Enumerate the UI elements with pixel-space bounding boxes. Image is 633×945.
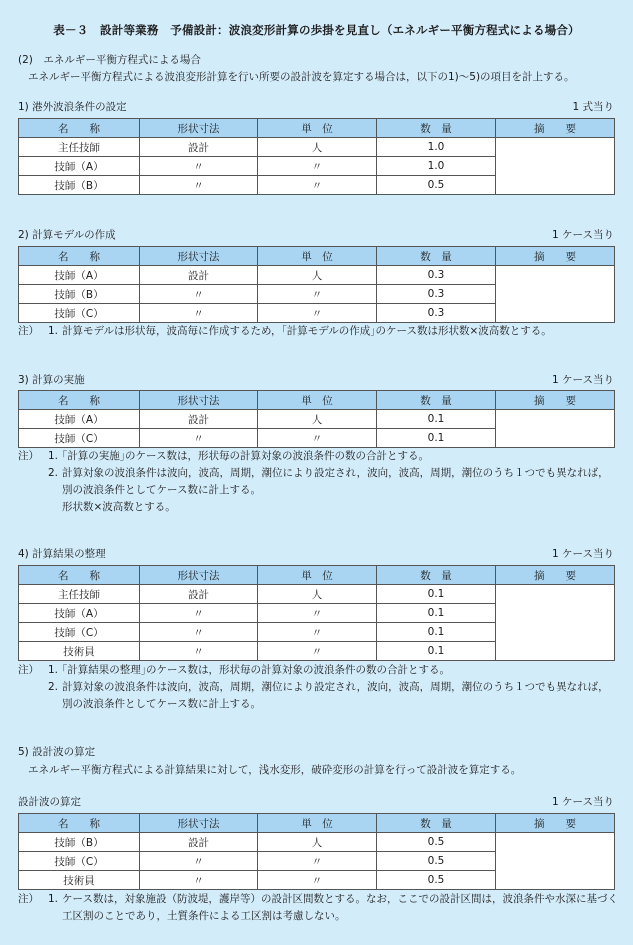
table-header-row	[19, 247, 615, 266]
cell-name: 技師（C）	[19, 852, 140, 871]
cell-name: 技師（C）	[19, 304, 140, 323]
section-heading: 5) 設計波の算定	[18, 746, 96, 758]
cell-unit: 〃	[258, 623, 377, 642]
col-header-shape: 形状寸法	[140, 247, 258, 266]
col-header-shape: 形状寸法	[140, 119, 258, 138]
cell-unit: 人	[258, 410, 377, 429]
table-row	[19, 410, 615, 429]
intro-body: エネルギー平衡方程式による波浪変形計算を行い所要の設計波を算定する場合は，以下の1)～5)の項目を計上する。	[28, 71, 575, 83]
cell-quantity: 0.1	[377, 410, 496, 429]
col-header-shape: 形状寸法	[140, 814, 258, 833]
cell-shape: 〃	[140, 304, 258, 323]
section-5-text: エネルギー平衡方程式による計算結果に対して，浅水変形，破砕変形の計算を行って設計波を算定する。	[28, 764, 522, 776]
table-header-row	[19, 566, 615, 585]
col-header-remarks: 摘 要	[496, 814, 615, 833]
table-row	[19, 266, 615, 285]
note: 注） 1. ケース数は，対象施設（防波堤，護岸等）の設計区間数とする。なお，ここでの設計区間は，波浪条件や水深に基づく工区割のことであり，土質条件による工区割は考慮しない。	[18, 893, 618, 922]
cell-name: 主任技師	[19, 585, 140, 604]
section-3-table	[18, 390, 615, 448]
col-header-quantity: 数 量	[377, 814, 496, 833]
table-row	[19, 138, 615, 157]
table-header-row	[19, 119, 615, 138]
section-2-header	[18, 227, 614, 242]
section-heading: 3) 計算の実施	[18, 374, 85, 386]
cell-shape: 設計	[140, 585, 258, 604]
cell-unit: 人	[258, 585, 377, 604]
cell-unit: 〃	[258, 604, 377, 623]
col-header-quantity: 数 量	[377, 566, 496, 585]
col-header-unit: 単 位	[258, 247, 377, 266]
section-1-header	[18, 99, 614, 114]
cell-shape: 〃	[140, 157, 258, 176]
cell-unit: 人	[258, 266, 377, 285]
table-row	[19, 833, 615, 852]
cell-name: 技師（A）	[19, 604, 140, 623]
cell-quantity: 0.1	[377, 429, 496, 448]
cell-remarks	[496, 585, 615, 661]
cell-quantity: 0.5	[377, 833, 496, 852]
cell-quantity: 0.1	[377, 642, 496, 661]
cell-unit: 〃	[258, 871, 377, 890]
cell-shape: 〃	[140, 623, 258, 642]
col-header-remarks: 摘 要	[496, 247, 615, 266]
cell-remarks	[496, 138, 615, 195]
col-header-shape: 形状寸法	[140, 566, 258, 585]
section-heading: 1) 港外波浪条件の設定	[18, 101, 127, 113]
cell-quantity: 0.1	[377, 623, 496, 642]
col-header-name: 名 称	[19, 391, 140, 410]
section-5-notes	[18, 891, 618, 925]
section-3-header	[18, 372, 614, 387]
section-unit: 1 ケース当り	[552, 374, 614, 386]
cell-quantity: 0.5	[377, 871, 496, 890]
cell-unit: 〃	[258, 176, 377, 195]
section-3-notes	[18, 448, 618, 516]
section-2-notes	[18, 323, 618, 340]
cell-shape: 〃	[140, 604, 258, 623]
section-4-table	[18, 565, 615, 661]
col-header-name: 名 称	[19, 119, 140, 138]
col-header-unit: 単 位	[258, 391, 377, 410]
col-header-name: 名 称	[19, 247, 140, 266]
section-unit: 1 ケース当り	[552, 229, 614, 241]
note: 注） 1. ｢計算の実施｣のケース数は，形状毎の計算対象の波浪条件の数の合計とする。	[18, 450, 429, 462]
note: 注） 1. 計算モデルは形状毎，波高毎に作成するため，｢計算モデルの作成｣のケース数は形状数×波高数とする。	[18, 325, 552, 337]
note: 2. 計算対象の波浪条件は波向，波高，周期，潮位により設定され，波向，波高，周期，潮位のうち１つでも異なれば，別の波浪条件としてケース数に計上する。	[47, 467, 609, 496]
cell-name: 技師（A）	[19, 266, 140, 285]
cell-unit: 人	[258, 138, 377, 157]
cell-remarks	[496, 833, 615, 890]
cell-shape: 〃	[140, 285, 258, 304]
cell-quantity: 0.5	[377, 176, 496, 195]
cell-name: 技師（C）	[19, 623, 140, 642]
cell-quantity: 0.1	[377, 585, 496, 604]
cell-remarks	[496, 410, 615, 448]
col-header-remarks: 摘 要	[496, 119, 615, 138]
cell-shape: 〃	[140, 429, 258, 448]
note: 注） 1. ｢計算結果の整理｣のケース数は，形状毎の計算対象の波浪条件の数の合計とする。	[18, 664, 450, 676]
cell-shape: 〃	[140, 642, 258, 661]
col-header-unit: 単 位	[258, 119, 377, 138]
cell-name: 技師（C）	[19, 429, 140, 448]
section-unit: 1 ケース当り	[552, 548, 614, 560]
col-header-quantity: 数 量	[377, 391, 496, 410]
section-2-table	[18, 246, 615, 323]
cell-name: 技術員	[19, 642, 140, 661]
col-header-remarks: 摘 要	[496, 391, 615, 410]
document-title: 表－３ 設計等業務 予備設計：波浪変形計算の歩掛を見直し（エネルギー平衡方程式による場合）	[53, 23, 580, 37]
cell-unit: 〃	[258, 157, 377, 176]
cell-quantity: 1.0	[377, 157, 496, 176]
cell-unit: 〃	[258, 285, 377, 304]
cell-name: 技師（A）	[19, 410, 140, 429]
intro-heading: (2) エネルギー平衡方程式による場合	[18, 54, 201, 66]
note: 2. 計算対象の波浪条件は波向，波高，周期，潮位により設定され，波向，波高，周期，潮位のうち１つでも異なれば，別の波浪条件としてケース数に計上する。	[47, 681, 609, 710]
section-unit: 1 ケース当り	[552, 796, 614, 808]
section-1-table	[18, 118, 615, 195]
cell-name: 技師（A）	[19, 157, 140, 176]
section-unit: 1 式当り	[572, 101, 614, 113]
cell-name: 主任技師	[19, 138, 140, 157]
cell-name: 技師（B）	[19, 176, 140, 195]
cell-shape: 設計	[140, 266, 258, 285]
col-header-shape: 形状寸法	[140, 391, 258, 410]
cell-shape: 設計	[140, 138, 258, 157]
section-4-header	[18, 546, 614, 561]
cell-unit: 〃	[258, 304, 377, 323]
section-5-header	[18, 744, 614, 759]
cell-quantity: 0.3	[377, 285, 496, 304]
cell-unit: 〃	[258, 642, 377, 661]
section-heading: 4) 計算結果の整理	[18, 548, 106, 560]
cell-name: 技師（B）	[19, 285, 140, 304]
cell-quantity: 0.3	[377, 304, 496, 323]
cell-name: 技師（B）	[19, 833, 140, 852]
section-5-table	[18, 813, 615, 890]
col-header-unit: 単 位	[258, 814, 377, 833]
cell-shape: 設計	[140, 833, 258, 852]
cell-unit: 〃	[258, 429, 377, 448]
table-header-row	[19, 814, 615, 833]
col-header-quantity: 数 量	[377, 247, 496, 266]
cell-shape: 〃	[140, 871, 258, 890]
col-header-quantity: 数 量	[377, 119, 496, 138]
section-subheading: 設計波の算定	[18, 796, 81, 808]
cell-quantity: 0.5	[377, 852, 496, 871]
col-header-name: 名 称	[19, 814, 140, 833]
col-header-unit: 単 位	[258, 566, 377, 585]
cell-name: 技術員	[19, 871, 140, 890]
cell-remarks	[496, 266, 615, 323]
table-row	[19, 585, 615, 604]
note: 形状数×波高数とする。	[62, 501, 176, 513]
cell-unit: 人	[258, 833, 377, 852]
col-header-remarks: 摘 要	[496, 566, 615, 585]
section-5-subheader	[18, 794, 614, 809]
col-header-name: 名 称	[19, 566, 140, 585]
section-heading: 2) 計算モデルの作成	[18, 229, 116, 241]
section-4-notes	[18, 662, 618, 713]
table-header-row	[19, 391, 615, 410]
cell-shape: 〃	[140, 176, 258, 195]
cell-quantity: 1.0	[377, 138, 496, 157]
cell-quantity: 0.3	[377, 266, 496, 285]
cell-unit: 〃	[258, 852, 377, 871]
cell-quantity: 0.1	[377, 604, 496, 623]
cell-shape: 〃	[140, 852, 258, 871]
cell-shape: 設計	[140, 410, 258, 429]
